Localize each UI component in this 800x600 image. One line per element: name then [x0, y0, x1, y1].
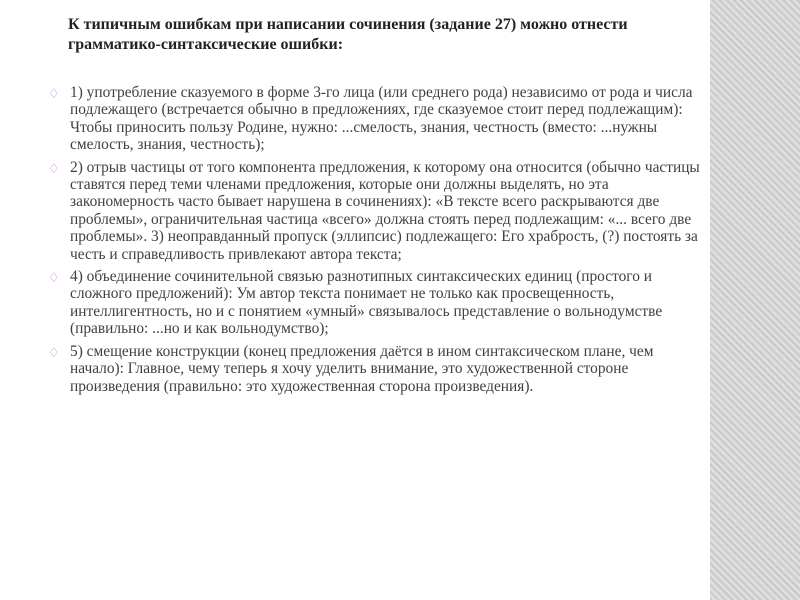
bullet-list — [48, 84, 708, 400]
list-item — [48, 343, 708, 395]
list-item-text: 2) отрыв частицы от того компонента предложения, к которому она относится (обычно частицы ставятся перед теми членами предложения, которые они должны выделять, но эта закономерность часто бывает нарушена в сочинениях): «В тексте всего раскрываются две проблемы», ограничительная частица «всего» должна стоять перед подлежащим: «... всего две проблемы». 3) неоправданный пропуск (эллипсис) подлежащего: Его храбрость, (?) постоять за честь и справедливость привлекают автора текста; — [70, 158, 700, 263]
diamond-bullet-icon: ♢ — [48, 344, 60, 360]
list-item-text: 1) употребление сказуемого в форме 3-го лица (или среднего рода) независимо от рода и числа подлежащего (встречается обычно в предложениях, где сказуемое стоит перед подлежащим): Чтобы приносить пользу Родине, нужно: ...смелость, знания, честность (вместо: ...нужны смелость, знания, честность); — [70, 84, 693, 154]
list-item — [48, 268, 708, 338]
diamond-bullet-icon: ♢ — [48, 270, 60, 286]
list-item — [48, 159, 708, 263]
slide-title: К типичным ошибкам при написании сочинения (задание 27) можно отнести грамматико-синтаксические ошибки: — [68, 16, 628, 53]
diamond-bullet-icon: ♢ — [48, 160, 60, 176]
list-item — [48, 84, 708, 154]
decorative-striped-panel — [710, 0, 800, 600]
diamond-bullet-icon: ♢ — [48, 86, 60, 101]
list-item-text: 5) смещение конструкции (конец предложения даётся в ином синтаксическом плане, чем начало): Главное, чему теперь я хочу уделить внимание, это художественной стороне произведения (правильно: это художественная сторона произведения). — [70, 342, 654, 395]
list-item-text: 4) объединение сочинительной связью разнотипных синтаксических единиц (простого и сложного предложений): Ум автор текста понимает не только как просвещенность, интеллигентность, но и с понятием «умный» связывалось представление о вольнодумстве (правильно: ...но и как вольнодумство); — [70, 268, 663, 338]
